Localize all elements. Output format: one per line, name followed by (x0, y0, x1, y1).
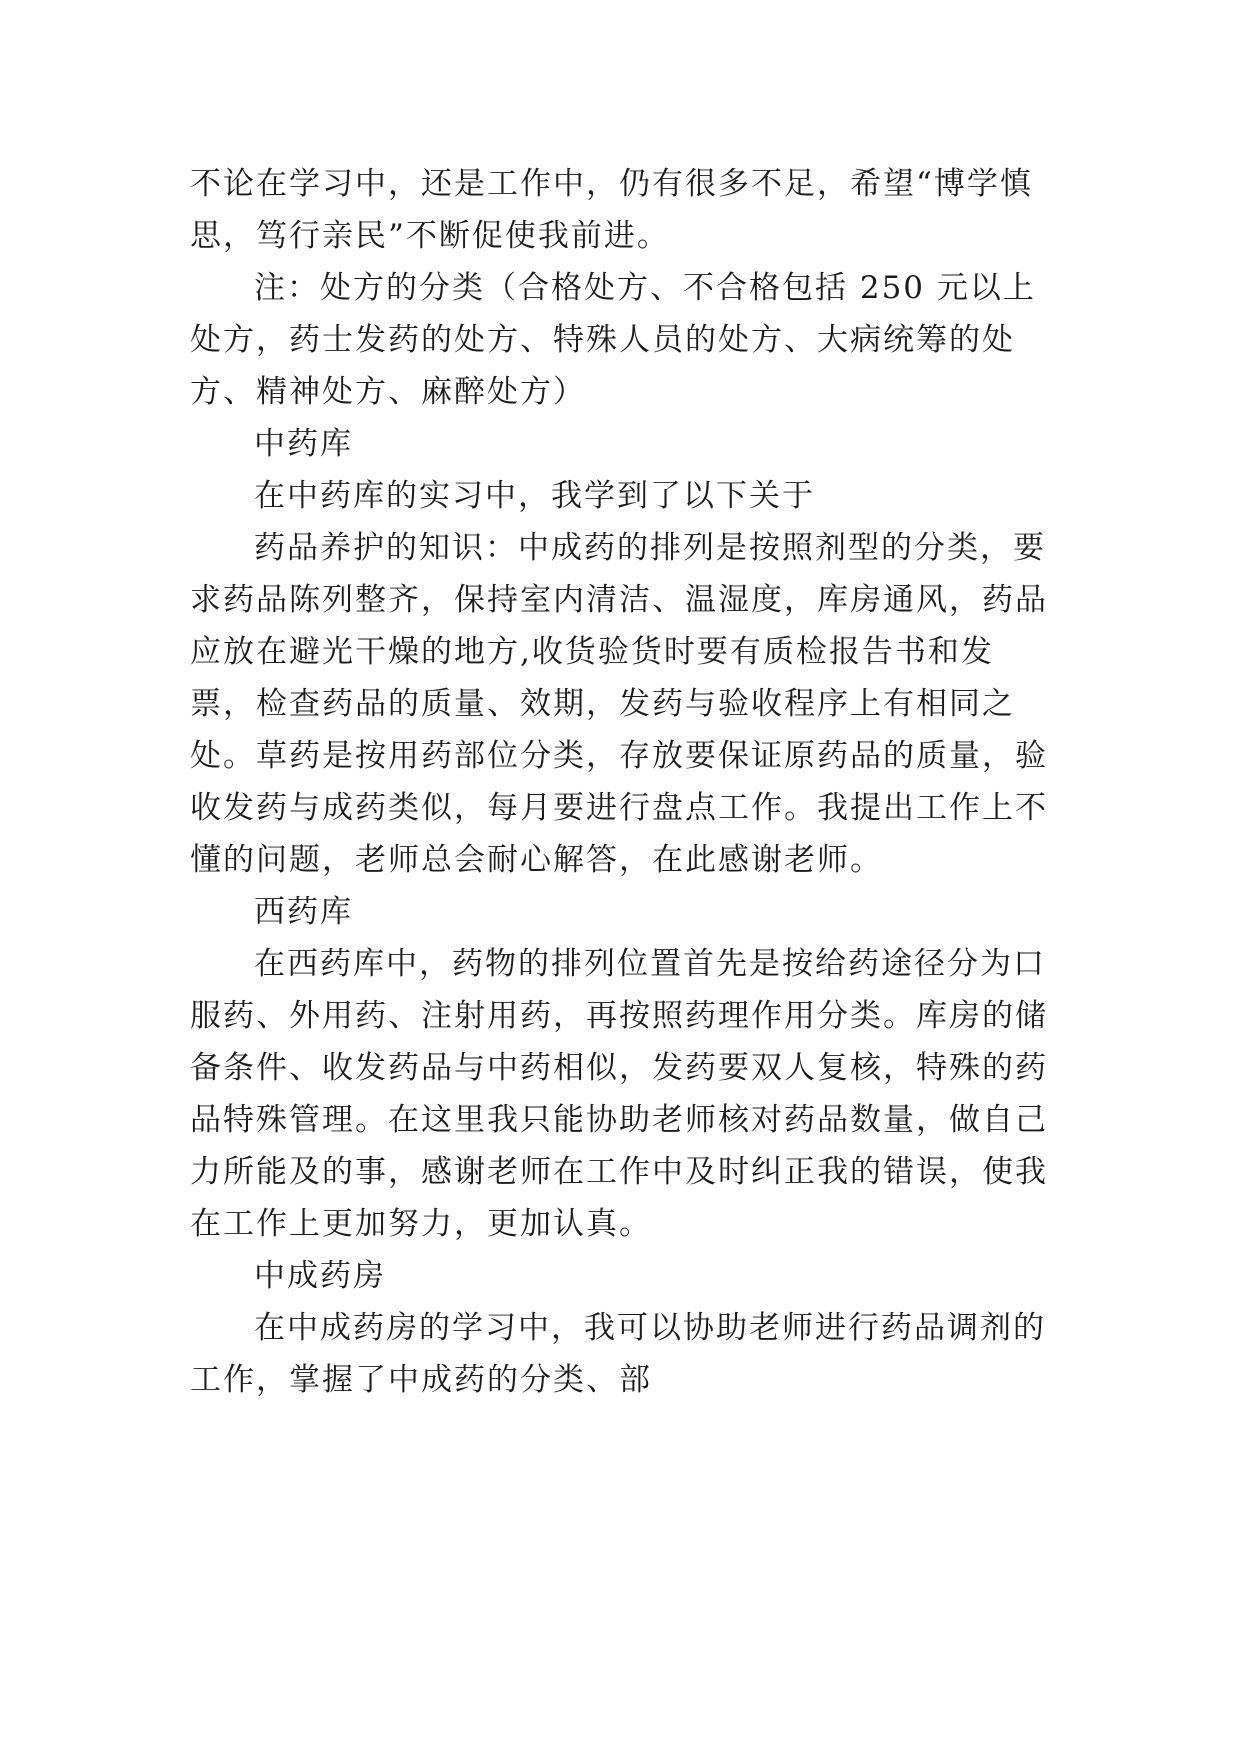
section-heading-western-medicine-storeroom: 西药库 (254, 894, 353, 930)
paragraph-prescription-note: 注：处方的分类（合格处方、不合格包括 250 元以上处方，药士发药的处方、特殊人员的处方、大病统筹的处方、精神处方、麻醉处方） (190, 270, 1036, 410)
section-heading-proprietary-pharmacy: 中成药房 (254, 1258, 386, 1294)
section-heading-chinese-medicine-storeroom: 中药库 (254, 426, 353, 462)
paragraph-western-medicine: 在西药库中，药物的排列位置首先是按给药途径分为口服药、外用药、注射用药，再按照药理作用分类。库房的储备条件、收发药品与中药相似，发药要双人复核，特殊的药品特殊管理。在这里我只能协助老师核对药品数量，做自己力所能及的事，感谢老师在工作中及时纠正我的错误，使我在工作上更加努力，更加认真。 (190, 946, 1048, 1242)
paragraph-closing-reflection: 不论在学习中，还是工作中，仍有很多不足，希望“博学慎思，笃行亲民”不断促使我前进。 (190, 166, 1033, 254)
paragraph-drug-maintenance: 药品养护的知识：中成药的排列是按照剂型的分类，要求药品陈列整齐，保持室内清洁、温湿度，库房通风，药品应放在避光干燥的地方,收货验货时要有质检报告书和发票，检查药品的质量、效期，发药与验收程序上有相同之处。草药是按用药部位分类，存放要保证原药品的质量，验收发药与成药类似，每月要进行盘点工作。我提出工作上不懂的问题，老师总会耐心解答，在此感谢老师。 (190, 530, 1048, 878)
paragraph-chinese-medicine-intro: 在中药库的实习中，我学到了以下关于 (254, 478, 815, 514)
document-body (190, 158, 1050, 1406)
paragraph-proprietary-pharmacy: 在中成药房的学习中，我可以协助老师进行药品调剂的工作，掌握了中成药的分类、部 (190, 1310, 1046, 1398)
